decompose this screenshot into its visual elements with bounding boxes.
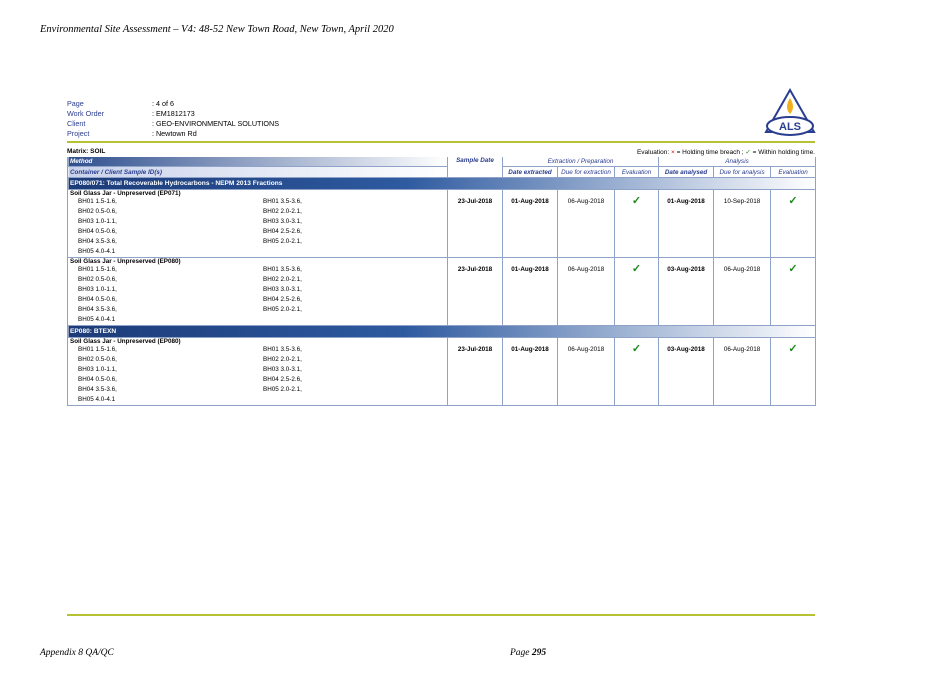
- sample-id: BH04 0.5-0.6,: [78, 228, 117, 235]
- sample-id: BH01 3.5-3.6,: [263, 198, 302, 205]
- matrix-value: SOIL: [90, 148, 106, 155]
- breach-icon: ×: [670, 149, 675, 156]
- sample-id: BH04 3.5-3.6,: [78, 306, 117, 313]
- appendix-label: Appendix 8 QA/QC: [40, 648, 114, 658]
- evaluation2-header: Evaluation: [771, 167, 816, 178]
- page-prefix: Page: [510, 648, 530, 658]
- check-icon: ✓: [771, 258, 816, 326]
- meta-label: Page: [67, 99, 84, 108]
- container-name: Soil Glass Jar - Unpreserved (EP080): [70, 338, 181, 345]
- header-row-1: [68, 157, 816, 167]
- sample-date-header: Sample Date: [448, 157, 503, 178]
- sample-id: BH03 3.0-3.1,: [263, 286, 302, 293]
- meta-row-client: [67, 119, 279, 129]
- meta-value: : GEO-ENVIRONMENTAL SOLUTIONS: [152, 119, 279, 128]
- evaluation-header: Evaluation: [615, 167, 659, 178]
- due-analysis: 06-Aug-2018: [714, 258, 771, 326]
- sample-id: BH03 3.0-3.1,: [263, 218, 302, 225]
- date-extracted: 01-Aug-2018: [503, 338, 558, 406]
- sample-id: BH05 4.0-4.1: [78, 248, 116, 255]
- analysis-group-header: Analysis: [659, 157, 816, 167]
- sample-id: BH04 3.5-3.6,: [78, 386, 117, 393]
- legend-ok-text: = Within holding time.: [752, 149, 815, 156]
- sample-id-list: [70, 265, 445, 325]
- date-analysed-header: Date analysed: [659, 167, 714, 178]
- date-extracted: 01-Aug-2018: [503, 190, 558, 258]
- sample-date: 23-Jul-2018: [448, 258, 503, 326]
- date-analysed: 03-Aug-2018: [659, 258, 714, 326]
- table-row: [68, 338, 816, 406]
- sample-id: BH01 3.5-3.6,: [263, 266, 302, 273]
- due-extraction: 06-Aug-2018: [558, 190, 615, 258]
- check-icon: ✓: [771, 190, 816, 258]
- sample-id: BH05 4.0-4.1: [78, 396, 116, 403]
- header-row-2: [68, 167, 816, 178]
- meta-label: Client: [67, 119, 86, 128]
- meta-label: Work Order: [67, 109, 105, 118]
- top-rule: [67, 141, 815, 143]
- matrix-key: Matrix:: [67, 148, 89, 155]
- section-row-btexn: [68, 326, 816, 338]
- container-name: Soil Glass Jar - Unpreserved (EP080): [70, 258, 181, 265]
- report-meta: [67, 99, 279, 139]
- check-icon: ✓: [615, 190, 659, 258]
- sample-id: BH02 0.5-0.6,: [78, 208, 117, 215]
- legend-breach-text: = Holding time breach ;: [676, 149, 744, 156]
- section-title: EP080/071: Total Recoverable Hydrocarbons - NEPM 2013 Fractions: [68, 178, 816, 190]
- due-analysis: 10-Sep-2018: [714, 190, 771, 258]
- meta-value: : EM1812173: [152, 109, 195, 118]
- sample-id: BH02 2.0-2.1,: [263, 356, 302, 363]
- sample-id: BH01 1.5-1.6,: [78, 266, 117, 273]
- due-extraction-header: Due for extraction: [558, 167, 615, 178]
- sample-id: BH02 0.5-0.6,: [78, 276, 117, 283]
- meta-value: : Newtown Rd: [152, 129, 197, 138]
- sample-id: BH01 3.5-3.6,: [263, 346, 302, 353]
- check-icon: ✓: [615, 338, 659, 406]
- container-cell: [68, 190, 448, 258]
- check-icon: ✓: [745, 149, 751, 156]
- container-cell: [68, 338, 448, 406]
- date-extracted-header: Date extracted: [503, 167, 558, 178]
- meta-row-project: [67, 129, 279, 139]
- sample-date: 23-Jul-2018: [448, 338, 503, 406]
- sample-id: BH02 2.0-2.1,: [263, 276, 302, 283]
- check-icon: ✓: [615, 258, 659, 326]
- sample-id: BH04 2.5-2.6,: [263, 296, 302, 303]
- container-cell: [68, 258, 448, 326]
- logo-text: ALS: [779, 121, 801, 133]
- sample-id-list: [70, 345, 445, 405]
- extraction-group-header: Extraction / Preparation: [503, 157, 659, 167]
- legend-prefix: Evaluation:: [636, 149, 670, 156]
- sample-id: BH05 2.0-2.1,: [263, 386, 302, 393]
- section-row-trh: [68, 178, 816, 190]
- date-analysed: 03-Aug-2018: [659, 338, 714, 406]
- method-header: Method: [68, 157, 448, 167]
- als-logo: [764, 88, 816, 138]
- sample-id: BH02 0.5-0.6,: [78, 356, 117, 363]
- meta-label: Project: [67, 129, 90, 138]
- due-extraction: 06-Aug-2018: [558, 258, 615, 326]
- matrix-label: [67, 148, 105, 155]
- date-analysed: 01-Aug-2018: [659, 190, 714, 258]
- bottom-rule: [67, 614, 815, 616]
- sample-id: BH04 2.5-2.6,: [263, 376, 302, 383]
- container-name: Soil Glass Jar - Unpreserved (EP071): [70, 190, 181, 197]
- sample-id: BH04 3.5-3.6,: [78, 238, 117, 245]
- container-header: Container / Client Sample ID(s): [68, 167, 448, 178]
- due-analysis-header: Due for analysis: [714, 167, 771, 178]
- document-header: Environmental Site Assessment – V4: 48-52 New Town Road, New Town, April 2020: [40, 24, 394, 35]
- sample-date: 23-Jul-2018: [448, 190, 503, 258]
- sample-id: BH05 2.0-2.1,: [263, 306, 302, 313]
- sample-id: BH03 1.0-1.1,: [78, 366, 117, 373]
- sample-id: BH05 2.0-2.1,: [263, 238, 302, 245]
- sample-id: BH04 2.5-2.6,: [263, 228, 302, 235]
- meta-value: : 4 of 6: [152, 99, 174, 108]
- sample-id: BH01 1.5-1.6,: [78, 346, 117, 353]
- date-extracted: 01-Aug-2018: [503, 258, 558, 326]
- page-number-value: 295: [531, 648, 547, 658]
- due-extraction: 06-Aug-2018: [558, 338, 615, 406]
- holding-time-table: [67, 157, 816, 406]
- check-icon: ✓: [771, 338, 816, 406]
- evaluation-legend: [637, 148, 815, 156]
- sample-id: BH04 0.5-0.6,: [78, 296, 117, 303]
- table-row: [68, 258, 816, 326]
- sample-id: BH02 2.0-2.1,: [263, 208, 302, 215]
- meta-row-page: [67, 99, 279, 109]
- sample-id: BH03 3.0-3.1,: [263, 366, 302, 373]
- due-analysis: 06-Aug-2018: [714, 338, 771, 406]
- sample-id-list: [70, 197, 445, 257]
- sample-id: BH05 4.0-4.1: [78, 316, 116, 323]
- sample-id: BH03 1.0-1.1,: [78, 218, 117, 225]
- table-row: [68, 190, 816, 258]
- page-number: [510, 648, 546, 658]
- sample-id: BH01 1.5-1.6,: [78, 198, 117, 205]
- meta-row-work-order: [67, 109, 279, 119]
- sample-id: BH04 0.5-0.6,: [78, 376, 117, 383]
- sample-id: BH03 1.0-1.1,: [78, 286, 117, 293]
- section-title: EP080: BTEXN: [68, 326, 816, 338]
